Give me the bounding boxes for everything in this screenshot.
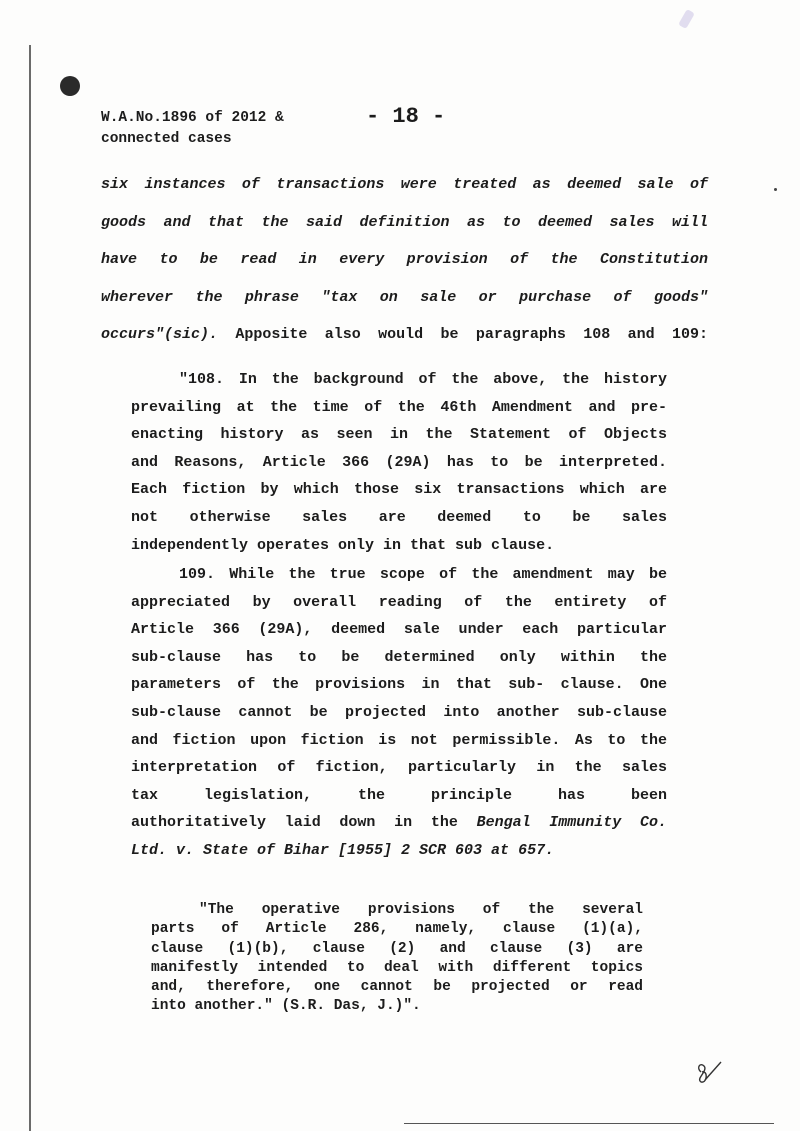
quote-line: appreciated by overall reading of the entirety of — [131, 593, 667, 611]
quote-line: prevailing at the time of the 46th Amendment and pre- — [131, 398, 667, 416]
quote-line: independently operates only in that sub clause. — [131, 536, 555, 554]
quote-line — [131, 809, 667, 837]
case-reference-line: connected cases — [101, 131, 232, 147]
inner-quote-line: parts of Article 286, namely, clause (1)(a), — [151, 921, 643, 938]
quote-line: enacting history as seen in the Statement of Objects — [131, 426, 667, 444]
inner-quote-line: "The operative provisions of the several — [199, 902, 643, 918]
case-reference — [101, 108, 284, 150]
page-number: - 18 - — [366, 104, 446, 129]
quote-text: authoritatively laid down in the — [131, 814, 477, 832]
inner-quote-line: manifestly intended to deal with different topics — [151, 959, 643, 976]
edge-mark — [774, 188, 777, 191]
quote-line: not otherwise sales are deemed to be sales — [131, 508, 667, 526]
case-citation: Bengal Immunity Co. — [476, 814, 667, 832]
signature-initials — [692, 1058, 724, 1090]
quote-line: tax legislation, the principle has been — [131, 786, 667, 804]
case-citation: Ltd. v. State of Bihar [1955] 2 SCR 603 at 657. — [131, 841, 555, 859]
inner-quote-line: and, therefore, one cannot be projected or read — [151, 979, 643, 996]
quote-line: parameters of the provisions in that sub- clause. One — [131, 676, 667, 694]
quote-line: and fiction upon fiction is not permissible. As to the — [131, 731, 667, 749]
quote-end-italic: occurs"(sic). — [101, 326, 219, 343]
judgment-paragraph — [101, 166, 708, 354]
quote-line: 109. While the true scope of the amendment may be — [179, 566, 667, 583]
quoted-paragraph-109 — [131, 561, 667, 865]
paragraph-line: goods and that the said definition as to deemed sales will — [101, 213, 708, 231]
quote-line: sub-clause has to be determined only within the — [131, 648, 667, 666]
paragraph-line — [101, 316, 708, 354]
paragraph-line: wherever the phrase "tax on sale or purchase of goods" — [101, 288, 708, 306]
inner-quote-line: into another." (S.R. Das, J.)". — [151, 998, 421, 1015]
quote-line: Each fiction by which those six transactions which are — [131, 481, 667, 499]
paragraph-line: six instances of transactions were treated as deemed sale of — [101, 176, 708, 193]
quote-line: "108. In the background of the above, the history — [179, 371, 667, 388]
paragraph-text: Apposite also would be paragraphs 108 and 109: — [218, 326, 708, 343]
inner-quote-line: clause (1)(b), clause (2) and clause (3) are — [151, 940, 643, 957]
inner-quotation — [151, 901, 643, 1017]
paragraph-line: have to be read in every provision of the Constitution — [101, 251, 708, 268]
quote-line: Article 366 (29A), deemed sale under each particular — [131, 621, 667, 639]
footer-rule — [404, 1123, 774, 1124]
margin-line — [29, 45, 31, 1131]
punch-hole — [60, 76, 80, 96]
case-reference-line: W.A.No.1896 of 2012 & — [101, 110, 284, 126]
quote-line: and Reasons, Article 366 (29A) has to be interpreted. — [131, 453, 667, 471]
quote-line: interpretation of fiction, particularly in the sales — [131, 759, 667, 777]
quote-line: sub-clause cannot be projected into another sub-clause — [131, 703, 667, 721]
quoted-paragraph-108 — [131, 366, 667, 559]
ink-smudge — [678, 9, 695, 29]
